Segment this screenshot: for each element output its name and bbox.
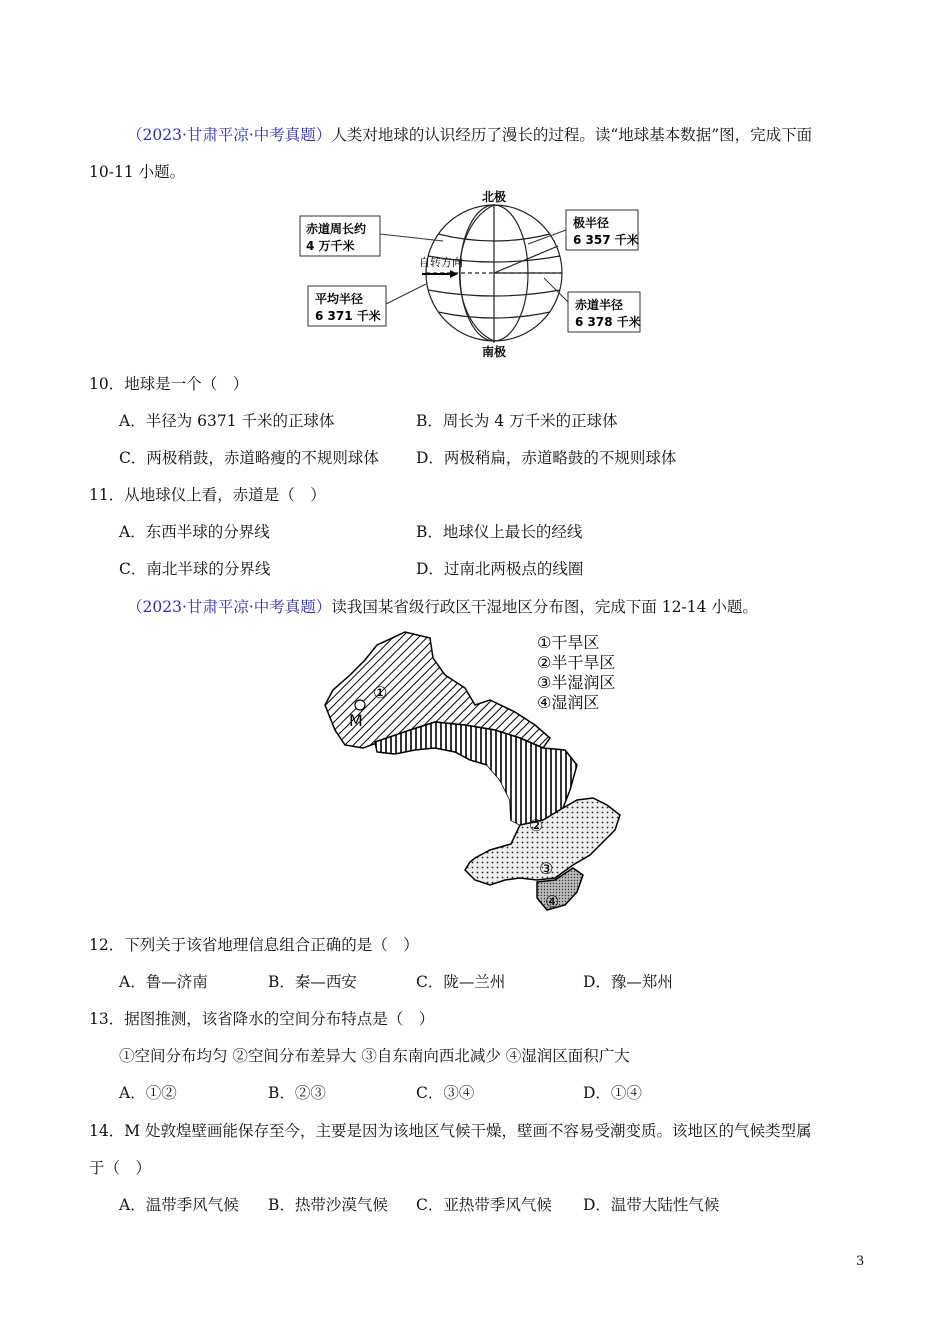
q11-option-a[interactable]: A．东西半球的分界线 bbox=[119, 523, 270, 541]
q11-option-d[interactable]: D．过南北两极点的线圈 bbox=[416, 560, 584, 578]
intro2 bbox=[127, 595, 758, 617]
q11-option-c[interactable]: C．南北半球的分界线 bbox=[119, 560, 271, 578]
q10-option-b[interactable]: B．周长为 4 万千米的正球体 bbox=[416, 412, 618, 430]
intro-text: 人类对地球的认识经历了漫长的过程。读“地球基本数据”图，完成下面 bbox=[331, 126, 813, 144]
q14-option-a[interactable]: A．温带季风气候 bbox=[119, 1196, 239, 1214]
north-pole-label: 北极 bbox=[481, 190, 507, 204]
rotation-label: 自转方向 bbox=[419, 256, 463, 269]
q13-option-d[interactable]: D．①④ bbox=[583, 1084, 642, 1102]
point-m bbox=[355, 700, 365, 710]
intro1 bbox=[127, 123, 812, 145]
source-tag: （2023·甘肃平凉·中考真题） bbox=[127, 598, 332, 616]
q11-option-b[interactable]: B．地球仪上最长的经线 bbox=[416, 523, 583, 541]
q14-stem-line1: 14．M 处敦煌壁画能保存至今，主要是因为该地区气候干燥，壁画不容易受潮变质。该地区的气候类型属 bbox=[89, 1122, 812, 1140]
q10-stem: 10．地球是一个（ ） bbox=[89, 375, 249, 393]
q14-option-c[interactable]: C．亚热带季风气候 bbox=[416, 1196, 552, 1214]
q13-option-c[interactable]: C．③④ bbox=[416, 1084, 475, 1102]
q11-stem: 11．从地球仪上看，赤道是（ ） bbox=[89, 486, 326, 504]
south-pole-label: 南极 bbox=[481, 345, 507, 359]
box-polar-radius-2: 6 357 千米 bbox=[573, 233, 639, 247]
q10-option-d[interactable]: D．两极稍扁，赤道略鼓的不规则球体 bbox=[416, 449, 677, 467]
legend-arid: ①干旱区 bbox=[537, 633, 600, 652]
q12-option-a[interactable]: A．鲁—济南 bbox=[119, 973, 208, 991]
legend-semi-humid: ③半湿润区 bbox=[537, 673, 616, 692]
page-number: 3 bbox=[856, 1254, 865, 1269]
box-mean-radius-2: 6 371 千米 bbox=[315, 309, 381, 323]
q12-option-d[interactable]: D．豫—郑州 bbox=[583, 973, 673, 991]
q13-statements: ①空间分布均匀 ②空间分布差异大 ③自东南向西北减少 ④湿润区面积广大 bbox=[119, 1047, 630, 1065]
dry-wet-map bbox=[315, 630, 635, 915]
mark-semi-humid: ③ bbox=[539, 859, 554, 878]
legend-semi-arid: ②半干旱区 bbox=[537, 653, 616, 672]
mark-semi-arid: ② bbox=[529, 816, 544, 835]
intro2-text: 读我国某省级行政区干湿地区分布图，完成下面 12-14 小题。 bbox=[331, 598, 758, 616]
q10-option-c[interactable]: C．两极稍鼓，赤道略瘦的不规则球体 bbox=[119, 449, 379, 467]
q14-stem-line2: 于（ ） bbox=[89, 1159, 152, 1177]
box-equator-circ-1: 赤道周长约 bbox=[306, 222, 367, 236]
q13-option-b[interactable]: B．②③ bbox=[268, 1084, 326, 1102]
mark-humid: ④ bbox=[545, 892, 560, 911]
box-equator-circ-2: 4 万千米 bbox=[306, 239, 355, 253]
mark-arid: ① bbox=[373, 683, 388, 702]
earth-data-figure bbox=[298, 186, 643, 361]
q13-stem: 13．据图推测，该省降水的空间分布特点是（ ） bbox=[89, 1010, 435, 1028]
box-equator-radius-1: 赤道半径 bbox=[575, 298, 624, 312]
q12-stem: 12．下列关于该省地理信息组合正确的是（ ） bbox=[89, 936, 419, 954]
q10-option-a[interactable]: A．半径为 6371 千米的正球体 bbox=[119, 412, 335, 430]
q14-option-d[interactable]: D．温带大陆性气候 bbox=[583, 1196, 720, 1214]
source-tag: （2023·甘肃平凉·中考真题） bbox=[127, 126, 332, 144]
box-mean-radius-1: 平均半径 bbox=[315, 292, 364, 306]
label-m: M bbox=[349, 711, 363, 730]
legend-humid: ④湿润区 bbox=[537, 693, 600, 712]
box-equator-radius-2: 6 378 千米 bbox=[575, 315, 641, 329]
intro1-line2: 10-11 小题。 bbox=[89, 163, 186, 181]
box-polar-radius-1: 极半径 bbox=[573, 216, 610, 230]
q12-option-c[interactable]: C．陇—兰州 bbox=[416, 973, 506, 991]
q14-option-b[interactable]: B．热带沙漠气候 bbox=[268, 1196, 388, 1214]
q13-option-a[interactable]: A．①② bbox=[119, 1084, 177, 1102]
q12-option-b[interactable]: B．秦—西安 bbox=[268, 973, 357, 991]
